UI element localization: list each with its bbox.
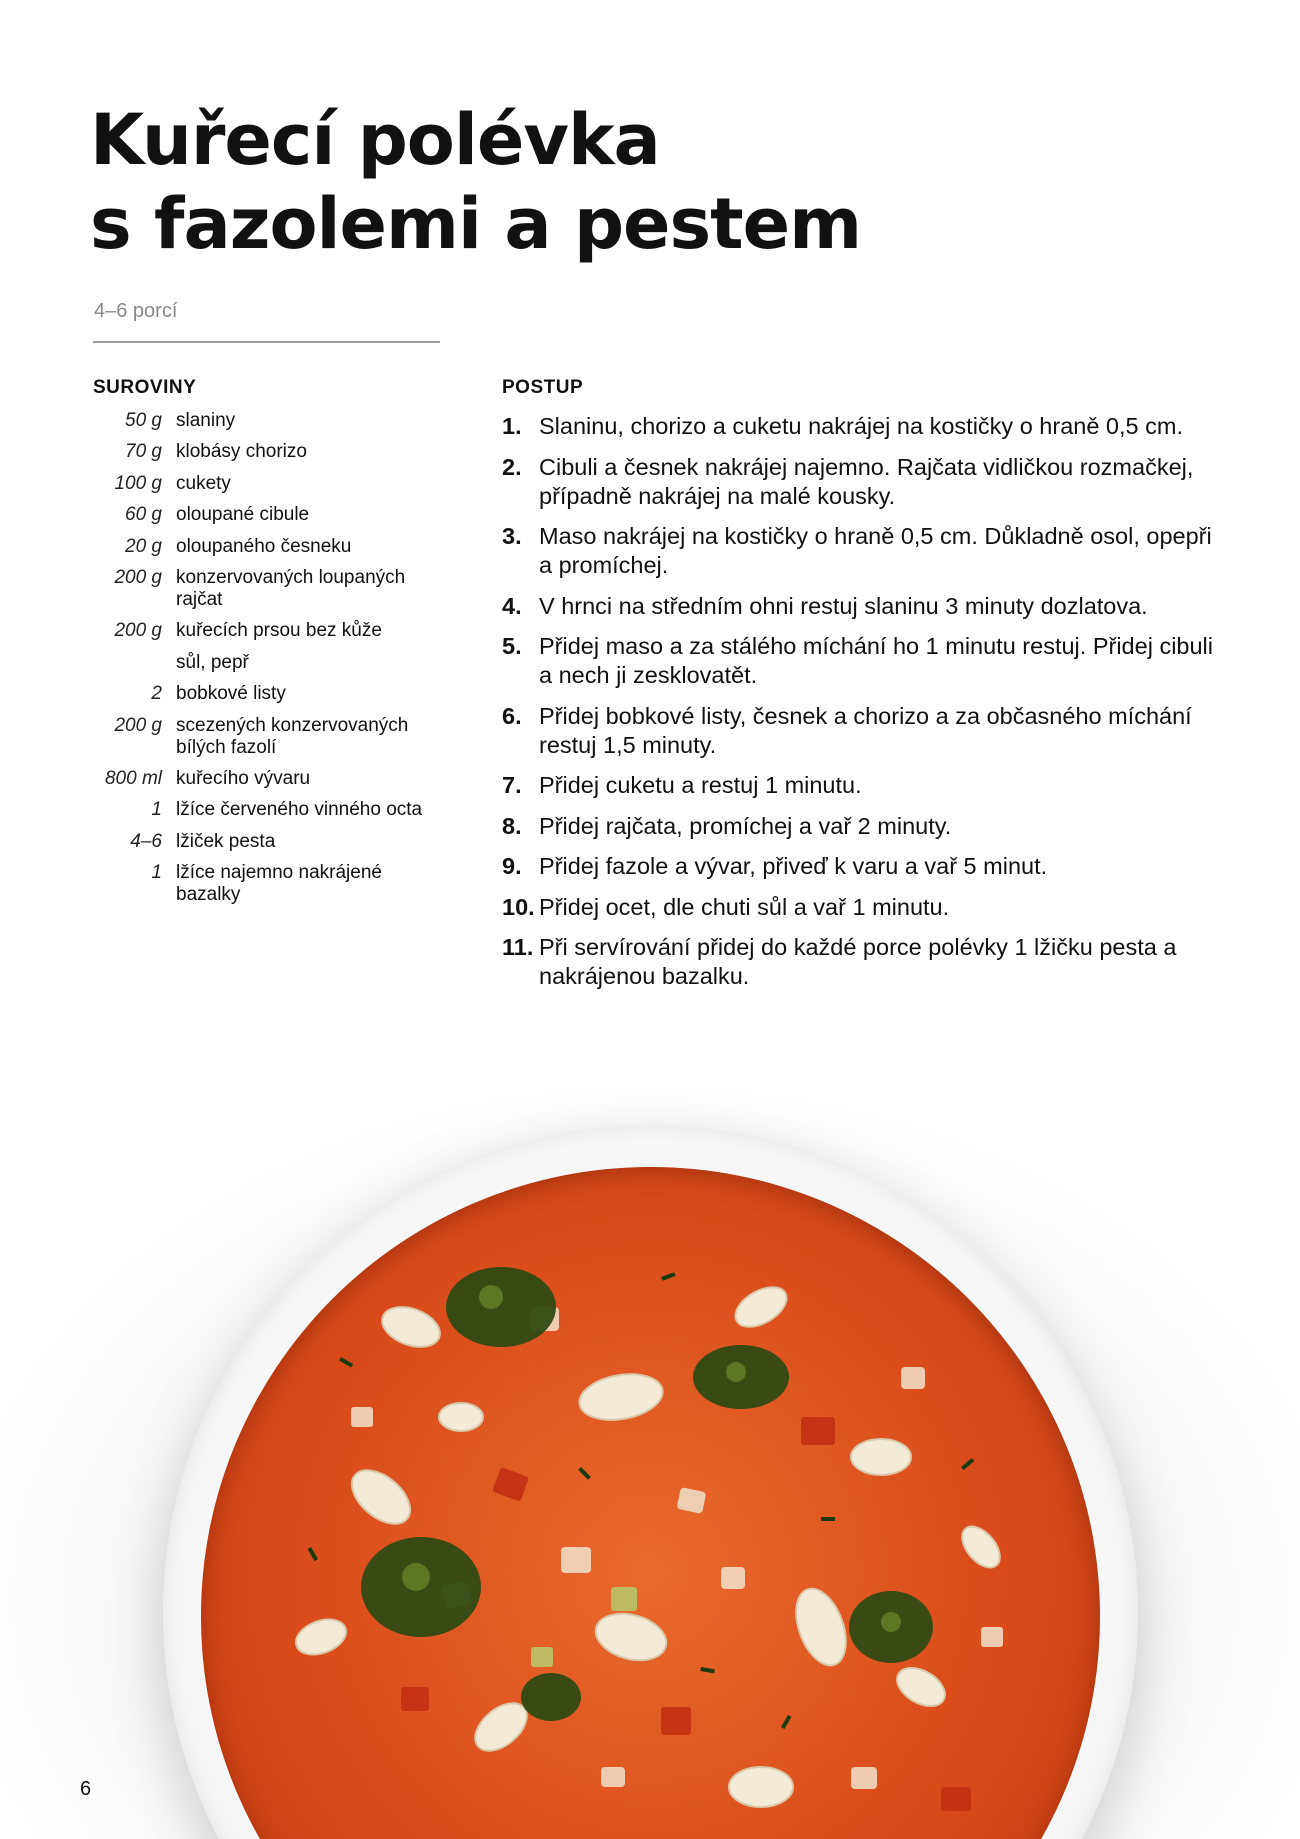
step-item: [502, 453, 1222, 511]
recipe-title: [90, 98, 861, 266]
soup-bowl-photo: [163, 1125, 1138, 1839]
ingredient-item: [93, 799, 453, 821]
step-number: 6.: [502, 702, 522, 729]
step-number: 10.: [502, 893, 535, 920]
ingredient-name: kuřecího vývaru: [176, 767, 311, 789]
steps-heading: POSTUP: [502, 377, 584, 398]
step-item: [502, 852, 1222, 881]
step-item: [502, 893, 1222, 922]
ingredient-name: scezených konzervovaných bílých fazolí: [176, 714, 409, 758]
step-text: Cibuli a česnek nakrájej najemno. Rajčata vidličkou rozmačkej, případně nakrájej na malé kousky.: [539, 453, 1194, 509]
step-text: Maso nakrájej na kostičky o hraně 0,5 cm. Důkladně osol, opepři a promíchej.: [539, 523, 1212, 578]
step-text: Přidej rajčata, promíchej a vař 2 minuty.: [539, 812, 952, 839]
step-number: 1.: [502, 413, 522, 439]
ingredient-name: oloupaného česneku: [176, 535, 352, 557]
page-number: 6: [80, 1778, 92, 1800]
ingredient-item: [93, 862, 453, 906]
step-number: 9.: [502, 853, 522, 879]
step-number: 8.: [502, 812, 522, 839]
step-item: [502, 522, 1222, 580]
soup: [201, 1167, 1100, 1839]
step-text: Slaninu, chorizo a cuketu nakrájej na kostičky o hraně 0,5 cm.: [539, 413, 1183, 439]
ingredient-quantity: 70 g: [125, 441, 162, 463]
ingredient-quantity: 60 g: [125, 504, 162, 526]
step-text: Přidej fazole a vývar, přiveď k varu a vař 5 minut.: [539, 853, 1048, 879]
step-item: [502, 592, 1222, 621]
ingredient-name: bobkové listy: [176, 683, 286, 705]
step-number: 5.: [502, 633, 522, 659]
step-item: [502, 702, 1222, 760]
ingredient-item: [93, 831, 453, 853]
ingredient-name: sůl, pepř: [176, 651, 249, 673]
ingredient-quantity: 200 g: [114, 566, 162, 588]
step-item: [502, 412, 1222, 441]
ingredient-name: klobásy chorizo: [176, 441, 307, 463]
step-text: Přidej maso a za stálého míchání ho 1 minutu restuj. Přidej cibuli a nech ji zesklovatět.: [539, 633, 1213, 688]
step-item: [502, 812, 1222, 841]
ingredient-item: [93, 768, 453, 790]
ingredient-quantity: 4–6: [130, 830, 162, 852]
ingredient-item: [93, 410, 453, 432]
ingredient-quantity: [93, 652, 162, 674]
ingredient-item: [93, 441, 453, 463]
ingredient-quantity: 2: [151, 683, 162, 705]
step-item: [502, 771, 1222, 800]
ingredient-item: [93, 504, 453, 526]
ingredient-name: lžíce červeného vinného octa: [176, 799, 423, 821]
step-number: 7.: [502, 772, 522, 798]
ingredient-item: [93, 715, 453, 759]
step-number: 4.: [502, 592, 522, 619]
ingredient-item: [93, 652, 453, 674]
step-item: [502, 632, 1222, 690]
ingredient-name: slaniny: [176, 410, 236, 431]
ingredient-item: [93, 620, 453, 642]
step-text: V hrnci na středním ohni restuj slaninu 3 minuty dozlatova.: [539, 592, 1148, 619]
step-text: Přidej bobkové listy, česnek a chorizo a za občasného míchání restuj 1,5 minuty.: [539, 702, 1192, 758]
step-number: 11.: [502, 934, 534, 960]
ingredient-item: [93, 473, 453, 495]
ingredient-quantity: 200 g: [114, 714, 162, 736]
ingredients-heading: SUROVINY: [93, 377, 197, 398]
ingredient-quantity: 800 ml: [104, 767, 162, 789]
ingredient-name: lžiček pesta: [176, 830, 276, 852]
ingredient-quantity: 200 g: [114, 620, 162, 642]
ingredient-quantity: 50 g: [125, 410, 162, 431]
step-number: 3.: [502, 523, 522, 549]
ingredient-name: konzervovaných loupaných rajčat: [176, 566, 406, 610]
title-line-1: Kuřecí polévka: [90, 99, 660, 181]
ingredient-name: lžíce najemno nakrájené bazalky: [176, 862, 382, 906]
step-item: [502, 933, 1222, 991]
ingredient-item: [93, 536, 453, 558]
step-text: Přidej cuketu a restuj 1 minutu.: [539, 772, 862, 798]
step-text: Přidej ocet, dle chuti sůl a vař 1 minutu.: [539, 893, 950, 920]
ingredient-quantity: 1: [151, 862, 162, 884]
ingredient-item: [93, 567, 453, 611]
ingredient-name: kuřecích prsou bez kůže: [176, 620, 382, 642]
ingredients-list: [93, 410, 453, 915]
portions-label: 4–6 porcí: [94, 300, 178, 322]
divider: [93, 341, 440, 343]
title-line-2: s fazolemi a pestem: [90, 183, 862, 265]
ingredient-quantity: 1: [151, 799, 162, 821]
step-text: Při servírování přidej do každé porce polévky 1 lžičku pesta a nakrájenou bazalku.: [539, 934, 1177, 989]
soup-ingredients-illustration: [201, 1167, 1100, 1839]
ingredient-quantity: 20 g: [125, 535, 162, 557]
step-number: 2.: [502, 453, 522, 480]
ingredient-name: cukety: [176, 472, 231, 494]
ingredient-item: [93, 683, 453, 705]
ingredient-name: oloupané cibule: [176, 504, 310, 526]
ingredient-quantity: 100 g: [114, 472, 162, 494]
steps-list: [502, 412, 1222, 1003]
